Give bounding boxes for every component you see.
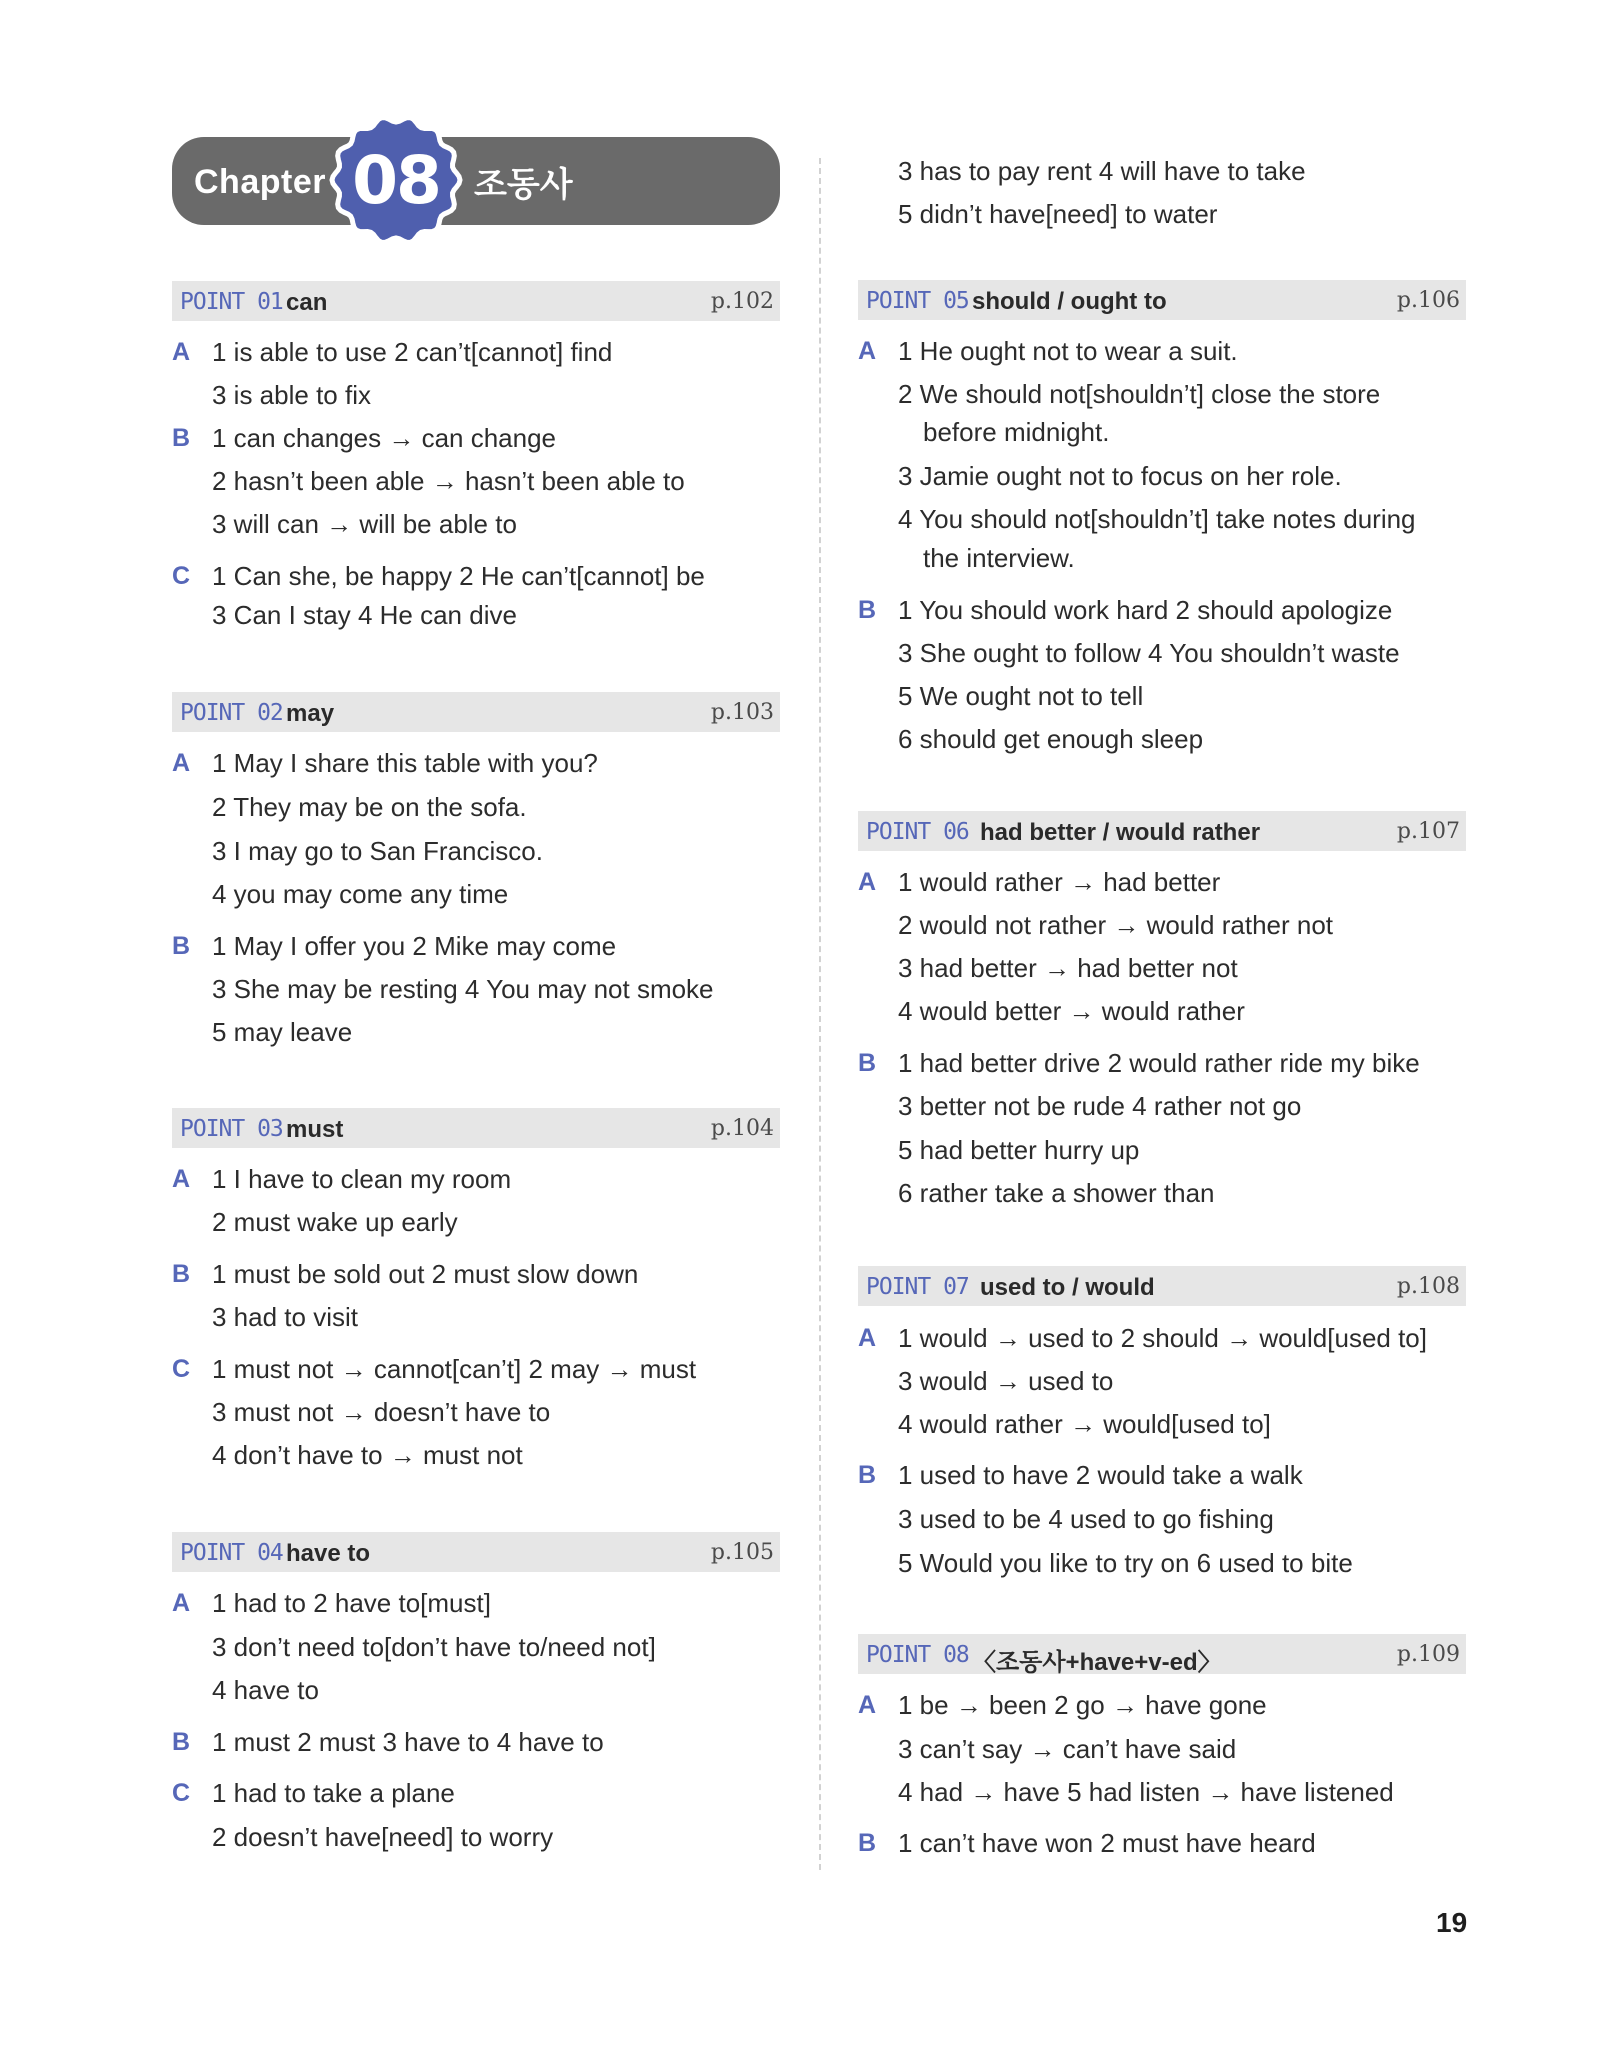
point-title: 〈조동사+have+v-ed〉 [972,1649,1222,1676]
section-letter: A [172,338,191,366]
answer-text: 3 She may be resting 4 You may not smoke [212,974,714,1004]
section-letter: B [858,1829,877,1857]
page-reference: p.104 [710,1116,774,1141]
answer-text: 1 used to have 2 would take a walk [898,1460,1303,1490]
page-reference: p.103 [710,700,774,725]
answer-text: 4 have to [212,1675,319,1705]
answer-text: 2 would not rather → would rather not [898,910,1334,940]
point-label: POINT 06 [866,819,969,845]
point-title: must [286,1116,344,1143]
answer-text: 1 You should work hard 2 should apologize [898,595,1393,625]
answer-text: 3 I may go to San Francisco. [212,836,543,866]
answer-text: 4 you may come any time [212,879,509,909]
page-reference: p.105 [710,1540,774,1565]
section-letter: A [858,1691,877,1719]
section-letter: A [172,1589,191,1617]
point-label: POINT 04 [180,1540,283,1566]
answer-text: 5 Would you like to try on 6 used to bite [898,1548,1353,1578]
point-07-section [858,1266,1466,1578]
answer-text: 1 May I share this table with you? [212,748,598,778]
chapter-number-badge [326,110,466,250]
point-label: POINT 07 [866,1274,969,1300]
answer-text: 1 had better drive 2 would rather ride my bike [898,1048,1420,1078]
chapter-label: Chapter [194,163,326,201]
point-title: should / ought to [972,288,1167,315]
section-letter: C [172,562,191,590]
point-label: POINT 02 [180,700,283,726]
answer-text: 1 must 2 must 3 have to 4 have to [212,1727,604,1757]
answer-text: 3 would → used to [898,1366,1114,1396]
point-title: used to / would [980,1274,1155,1301]
page-reference: p.106 [1396,288,1460,313]
chapter-header [172,137,780,225]
point-header [858,1266,1466,1306]
point-label: POINT 01 [180,289,283,315]
answer-text: 1 would rather → had better [898,867,1221,897]
answer-text: 1 can changes → can change [212,423,557,453]
point-title: have to [286,1540,371,1567]
section-letter: B [172,424,191,452]
point-02-section [172,692,780,1047]
answer-text: 1 must be sold out 2 must slow down [212,1259,639,1289]
answer-text: 4 would rather → would[used to] [898,1409,1271,1439]
answer-text: the interview. [923,543,1075,573]
answer-text: 3 has to pay rent 4 will have to take [898,156,1306,186]
answer-text: 1 Can she, be happy 2 He can’t[cannot] be [212,561,705,591]
point-header [172,1532,780,1572]
point-label: POINT 08 [866,1642,969,1668]
answer-text: 4 had → have 5 had listen → have listened [898,1777,1394,1807]
point-05-section [858,280,1466,754]
page-reference: p.107 [1396,819,1460,844]
point-title: may [286,700,335,727]
answer-text: 1 can’t have won 2 must have heard [898,1828,1316,1858]
answer-text: 3 don’t need to[don’t have to/need not] [212,1632,656,1662]
chapter-number: 08 [352,141,440,219]
point-title: can [286,289,328,316]
answer-text: 3 had to visit [212,1302,358,1332]
point-header [172,1108,780,1148]
point-01-section [172,281,780,630]
answer-text: 5 didn’t have[need] to water [898,199,1218,229]
section-letter: B [172,1260,191,1288]
section-letter: A [172,1165,191,1193]
section-letter: B [172,1728,191,1756]
answer-text: 1 had to take a plane [212,1778,455,1808]
answer-text: 2 They may be on the sofa. [212,792,527,822]
answer-text: 5 may leave [212,1017,353,1047]
point-header [172,692,780,732]
section-letter: B [858,1049,877,1077]
answer-text: 1 had to 2 have to[must] [212,1588,491,1618]
point-label: POINT 03 [180,1116,283,1142]
answer-text: 5 had better hurry up [898,1135,1140,1165]
answer-text: 6 should get enough sleep [898,724,1204,754]
answer-text: 1 He ought not to wear a suit. [898,336,1238,366]
answer-text: 3 She ought to follow 4 You shouldn’t waste [898,638,1400,668]
page-reference: p.108 [1396,1274,1460,1299]
point-03-section [172,1108,780,1470]
section-letter: C [172,1779,191,1807]
section-letter: B [858,1461,877,1489]
page-reference: p.109 [1396,1642,1460,1667]
point-header [858,1634,1466,1674]
answer-text: 3 Can I stay 4 He can dive [212,600,517,630]
section-letter: A [858,337,877,365]
answer-text: 1 May I offer you 2 Mike may come [212,931,617,961]
answer-text: 2 must wake up early [212,1207,458,1237]
section-letter: A [858,1324,877,1352]
answer-text: 4 don’t have to → must not [212,1440,523,1470]
answer-text: 2 doesn’t have[need] to worry [212,1822,554,1852]
answer-text: 3 had better → had better not [898,953,1238,983]
answer-text: 6 rather take a shower than [898,1178,1215,1208]
answer-text: 2 We should not[shouldn’t] close the store [898,379,1381,409]
page-reference: p.102 [710,289,774,314]
point-label: POINT 05 [866,288,969,314]
point-06-section [858,811,1466,1208]
section-letter: C [172,1355,191,1383]
column-divider [819,158,821,1870]
answer-text: before midnight. [923,417,1110,447]
answer-text: 3 is able to fix [212,380,371,410]
section-letter: A [172,749,191,777]
answer-text: 1 be → been 2 go → have gone [898,1690,1267,1720]
answer-text: 1 must not → cannot[can’t] 2 may → must [212,1354,697,1384]
answer-text: 1 is able to use 2 can’t[cannot] find [212,337,613,367]
section-letter: B [172,932,191,960]
section-letter: A [858,868,877,896]
point-header [858,280,1466,320]
answer-text: 3 must not → doesn’t have to [212,1397,551,1427]
point-08-section [858,1634,1466,1858]
answer-text: 3 used to be 4 used to go fishing [898,1504,1274,1534]
page-number: 19 [1436,1907,1468,1938]
answer-text: 4 You should not[shouldn’t] take notes during [898,504,1416,534]
answer-text: 3 Jamie ought not to focus on her role. [898,461,1342,491]
point-header [858,811,1466,851]
answer-text: 5 We ought not to tell [898,681,1144,711]
chapter-title: 조동사 [474,165,573,205]
answer-text: 1 I have to clean my room [212,1164,512,1194]
answer-text: 3 can’t say → can’t have said [898,1734,1237,1764]
answer-text: 4 would better → would rather [898,996,1245,1026]
point-04-section [172,1532,780,1852]
point-header [172,281,780,321]
section-letter: B [858,596,877,624]
answer-text: 3 will can → will be able to [212,509,517,539]
answer-text: 2 hasn’t been able → hasn’t been able to [212,466,685,496]
point-title: had better / would rather [980,819,1261,846]
answer-text: 1 would → used to 2 should → would[used to] [898,1323,1427,1353]
answer-text: 3 better not be rude 4 rather not go [898,1091,1302,1121]
